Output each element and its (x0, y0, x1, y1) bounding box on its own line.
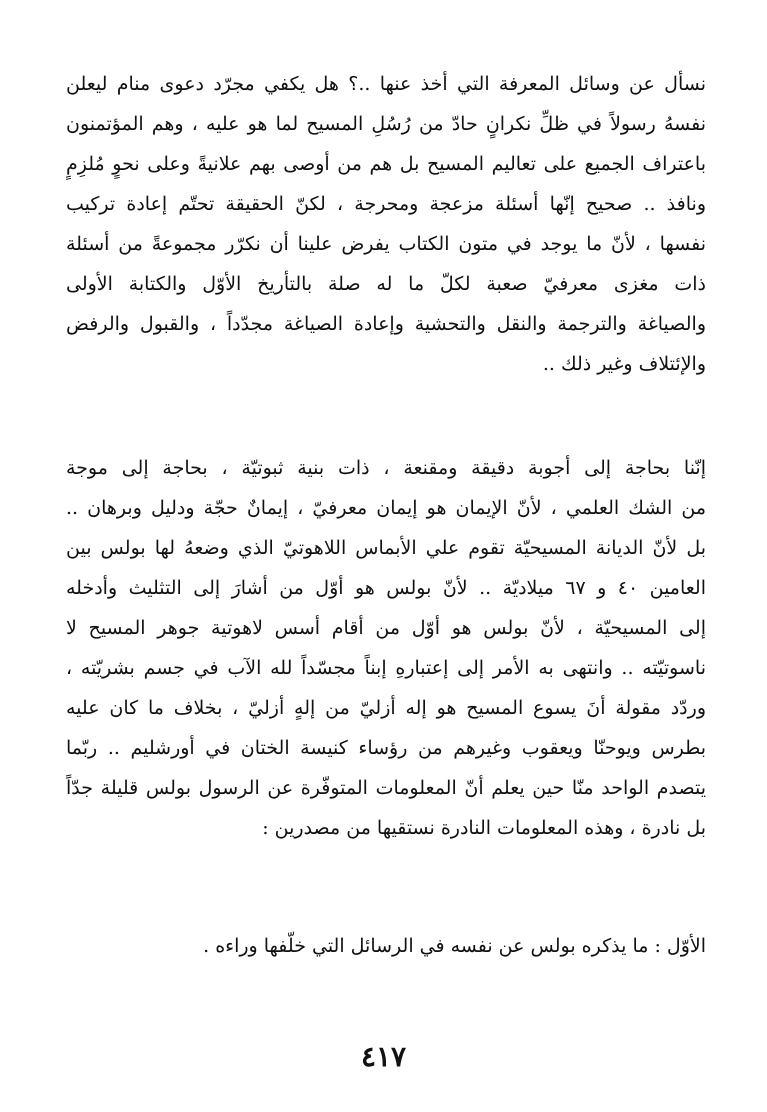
text-line: بطرس ويوحنّا ويعقوب وغيرهم من رؤساء كنيسة الختان في أورشليم .. ربّما (66, 737, 706, 759)
text-line: بل لأنّ الديانة المسيحيّة تقوم علي الأبماس اللاهوتيّ الذي وضعهُ لها بولس بين (66, 537, 706, 559)
text-line: إنّنا بحاجة إلى أجوبة دقيقة ومقنعة ، ذات بنية ثبوتيّة ، بحاجة إلى موجة (66, 457, 706, 479)
text-line: بل نادرة ، وهذه المعلومات النادرة نستقيها من مصدرين : (262, 817, 706, 839)
text-line: نفسهُ رسولاً في ظلِّ نكرانٍ حادّ من رُسُلِ المسيح لما هو عليه ، وهم المؤتمنون (66, 113, 706, 135)
text-line: باعتراف الجميع على تعاليم المسيح بل هم من أوصى بهم علانيةً وعلى نحوٍ مُلزِمٍ (66, 153, 706, 175)
text-line: الأوّل : ما يذكره بولس عن نفسه في الرسائل التي خلّفها وراءه . (203, 935, 706, 957)
paragraph-1 (66, 64, 706, 384)
text-line: ذات مغزى معرفيّ صعبة لكلّ ما له صلة بالتأريخ الأوّل والكتابة الأولى (66, 273, 706, 295)
text-line: ونافذ .. صحيح إنّها أسئلة مزعجة ومحرجة ، لكنّ الحقيقة تحتّم إعادة تركيب (66, 193, 706, 215)
paragraph-2 (66, 448, 706, 848)
text-line: نفسها ، لأنّ ما يوجد في متون الكتاب يفرض علينا أن نكرّر مجموعةً من أسئلة (66, 233, 706, 255)
text-line: يتصدم الواحد منّا حين يعلم أنّ المعلومات المتوفّرة عن الرسول بولس قليلة جدّاً (66, 777, 706, 799)
text-line: وردّد مقولة أنَ يسوع المسيح هو إله أزليّ من إلهٍ أزليّ ، بخلاف ما كان عليه (66, 697, 706, 719)
paragraph-3 (66, 926, 706, 966)
text-line: من الشك العلمي ، لأنّ الإيمان هو إيمان معرفيّ ، إيمانٌ حجّة ودليل وبرهان .. (66, 497, 706, 519)
text-line: ناسوتيّته .. وانتهى به الأمر إلى إعتبارهِ إبناً مجسّداً لله الآب في جسم بشريّته ، (66, 657, 706, 679)
text-line: نسأل عن وسائل المعرفة التي أخذ عنها ..؟ هل يكفي مجرّد دعوى منام ليعلن (66, 73, 706, 95)
page-number: ٤١٧ (360, 1040, 407, 1073)
text-line: والإئتلاف وغير ذلك .. (542, 353, 706, 375)
text-line: إلى المسيحيّة ، لأنّ بولس هو أوّل من أقام أسس لاهوتية جوهر المسيح لا (66, 617, 706, 639)
text-line: والصياغة والترجمة والنقل والتحشية وإعادة الصياغة مجدّداً ، والقبول والرفض (66, 313, 706, 335)
text-line: العامين ٤٠ و ٦٧ ميلاديّة .. لأنّ بولس هو أوّل من أشارَ إلى التثليث وأدخله (66, 577, 706, 599)
